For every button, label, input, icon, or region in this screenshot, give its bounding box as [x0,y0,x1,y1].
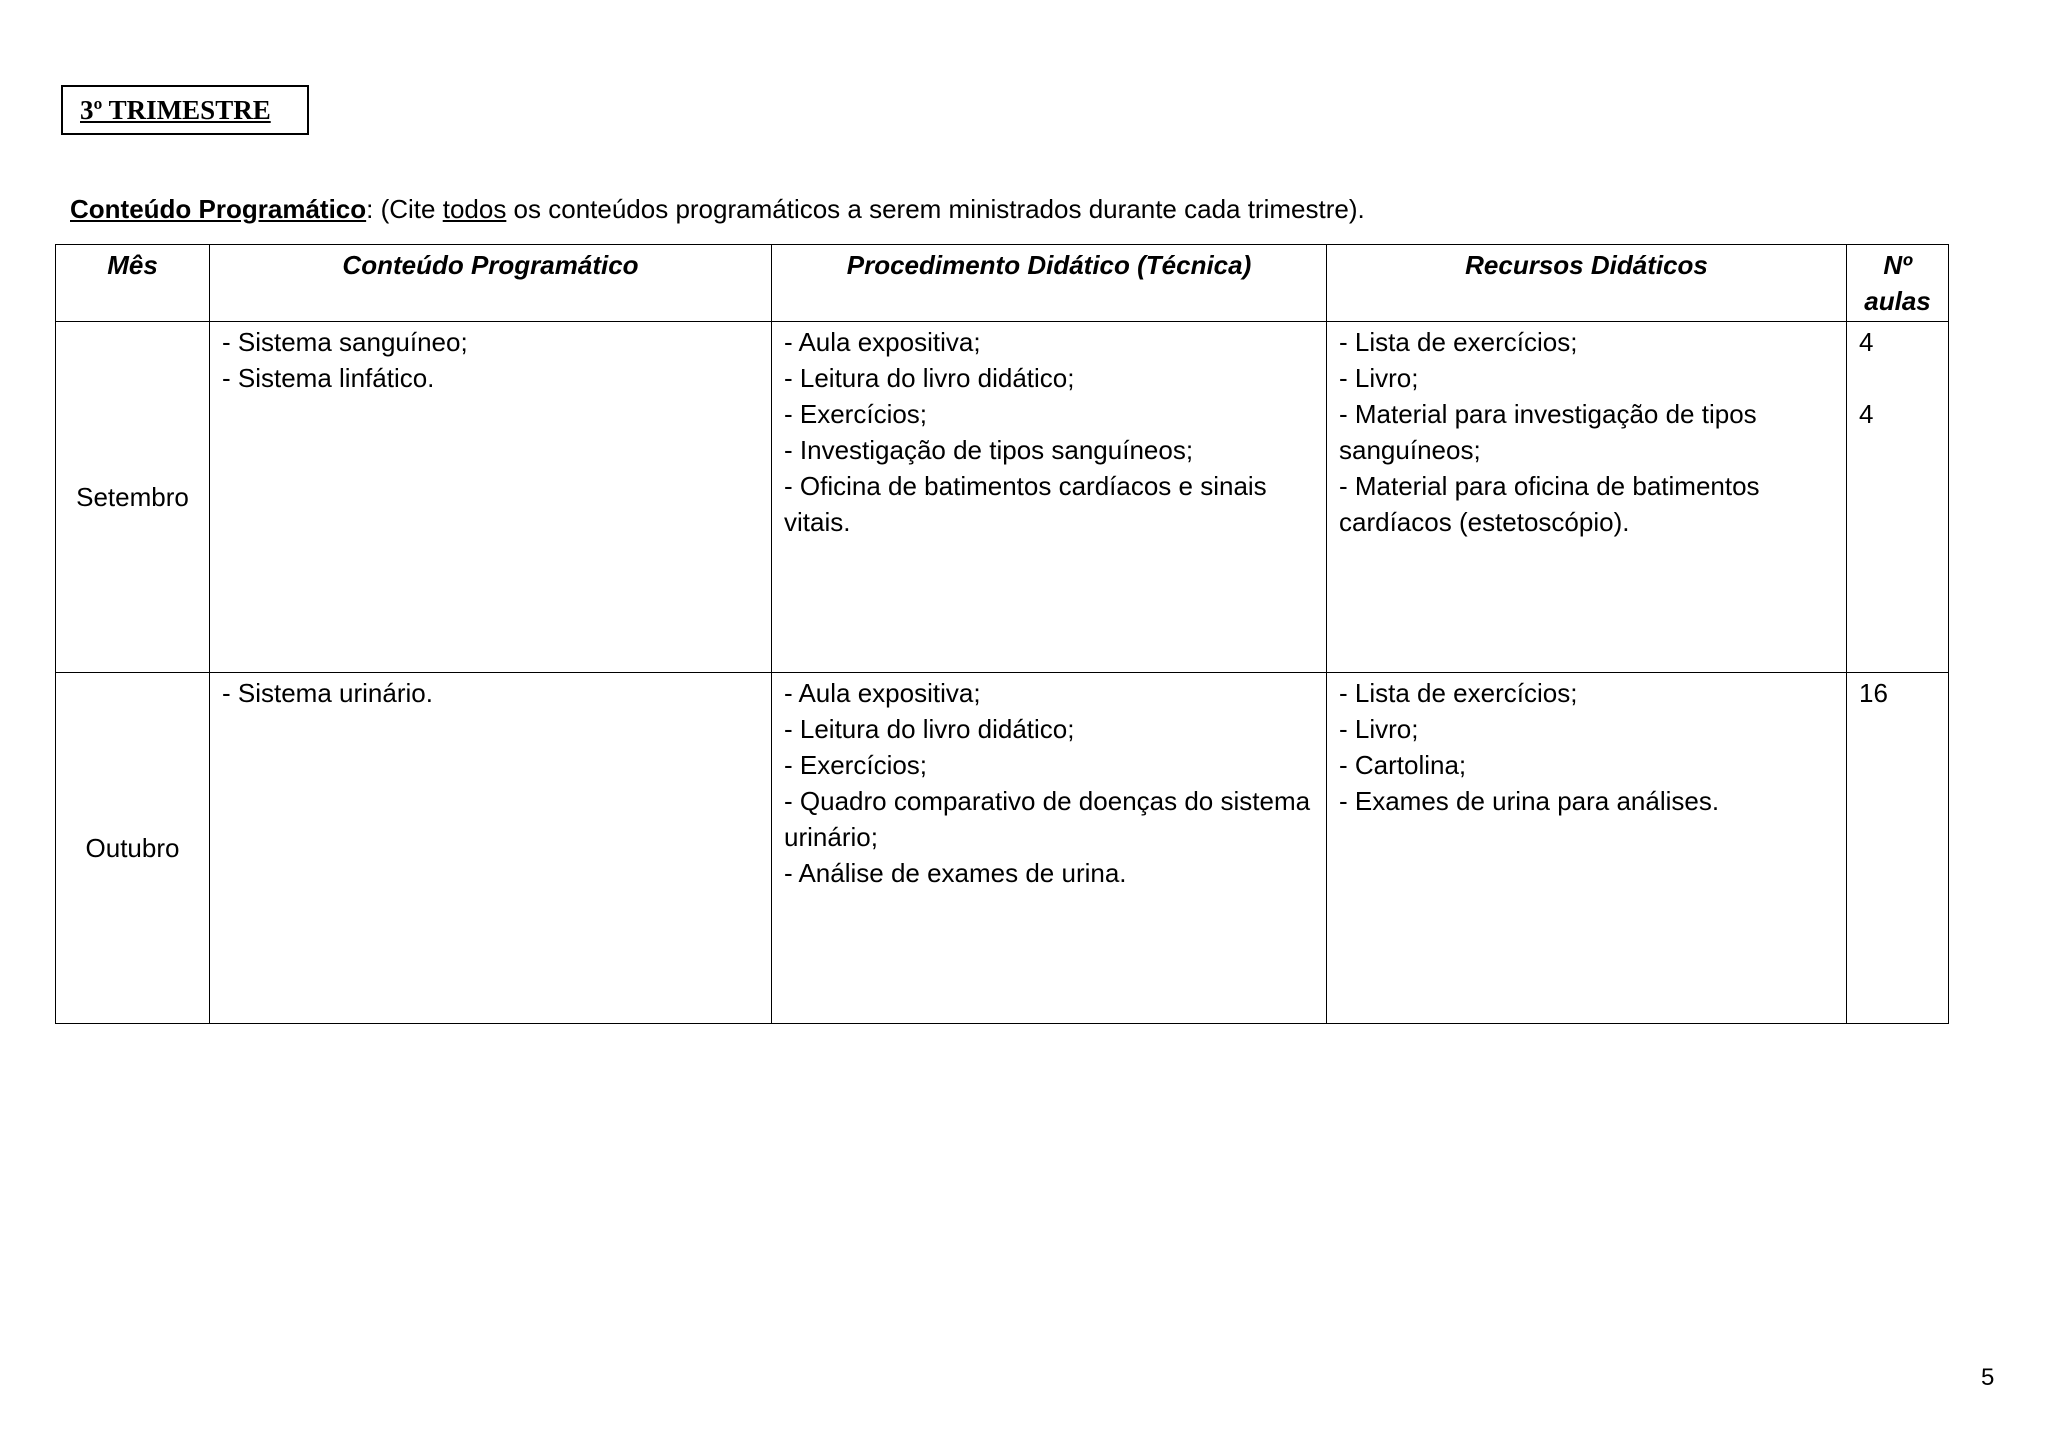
procedure-cell [772,673,1327,1024]
content-cell [210,322,772,673]
procedure-item: - Investigação de tipos sanguíneos; [784,435,1194,465]
lessons-spacer [1859,360,1936,396]
trimester-title-box [61,85,309,135]
lesson-plan-table [55,244,1949,1024]
resource-item: - Exames de urina para análises. [1339,786,1720,816]
content-item: - Sistema linfático. [222,363,435,393]
procedure-item: - Aula expositiva; [784,327,981,357]
resources-cell [1327,322,1847,673]
header-content: Conteúdo Programático [210,245,772,322]
procedure-item: - Leitura do livro didático; [784,363,1075,393]
resource-item: - Livro; [1339,714,1419,744]
lessons-cell [1847,322,1949,673]
procedure-item: - Análise de exames de urina. [784,858,1127,888]
lessons-count: 16 [1859,678,1888,708]
header-resources: Recursos Didáticos [1327,245,1847,322]
procedure-item: - Quadro comparativo de doenças do sistema urinário; [784,786,1311,852]
header-procedure: Procedimento Didático (Técnica) [772,245,1327,322]
header-lessons [1847,245,1949,322]
resources-cell [1327,673,1847,1024]
intro-text-after: os conteúdos programáticos a serem ministrados durante cada trimestre). [506,194,1365,224]
procedure-cell [772,322,1327,673]
procedure-item: - Exercícios; [784,750,928,780]
header-lessons-line1: Nº [1883,250,1912,280]
header-month: Mês [56,245,210,322]
lessons-count: 4 [1859,327,1874,357]
content-item: - Sistema sanguíneo; [222,327,468,357]
procedure-item: - Leitura do livro didático; [784,714,1075,744]
resource-item: - Material para oficina de batimentos cardíacos (estetoscópio). [1339,471,1760,537]
table-row-setembro [56,322,1949,673]
intro-text-before: : (Cite [366,194,443,224]
procedure-item: - Exercícios; [784,399,928,429]
page-number: 5 [1981,1364,1995,1391]
header-lessons-line2: aulas [1864,286,1931,316]
table-header-row [56,245,1949,322]
lessons-cell [1847,673,1949,1024]
trimester-title: 3º TRIMESTRE [80,94,271,125]
resource-item: - Cartolina; [1339,750,1467,780]
lessons-count: 4 [1859,399,1874,429]
month-cell: Setembro [56,322,210,673]
resource-item: - Lista de exercícios; [1339,678,1578,708]
intro-emphasis: todos [442,194,507,224]
resource-item: - Lista de exercícios; [1339,327,1578,357]
procedure-item: - Oficina de batimentos cardíacos e sinais vitais. [784,471,1267,537]
procedure-item: - Aula expositiva; [784,678,981,708]
content-cell [210,673,772,1024]
table-row-outubro [56,673,1949,1024]
content-item: - Sistema urinário. [222,678,433,708]
intro-instruction [70,194,1365,225]
month-cell: Outubro [56,673,210,1024]
resource-item: - Livro; [1339,363,1419,393]
intro-lead: Conteúdo Programático [70,194,367,224]
resource-item: - Material para investigação de tipos sanguíneos; [1339,399,1757,465]
